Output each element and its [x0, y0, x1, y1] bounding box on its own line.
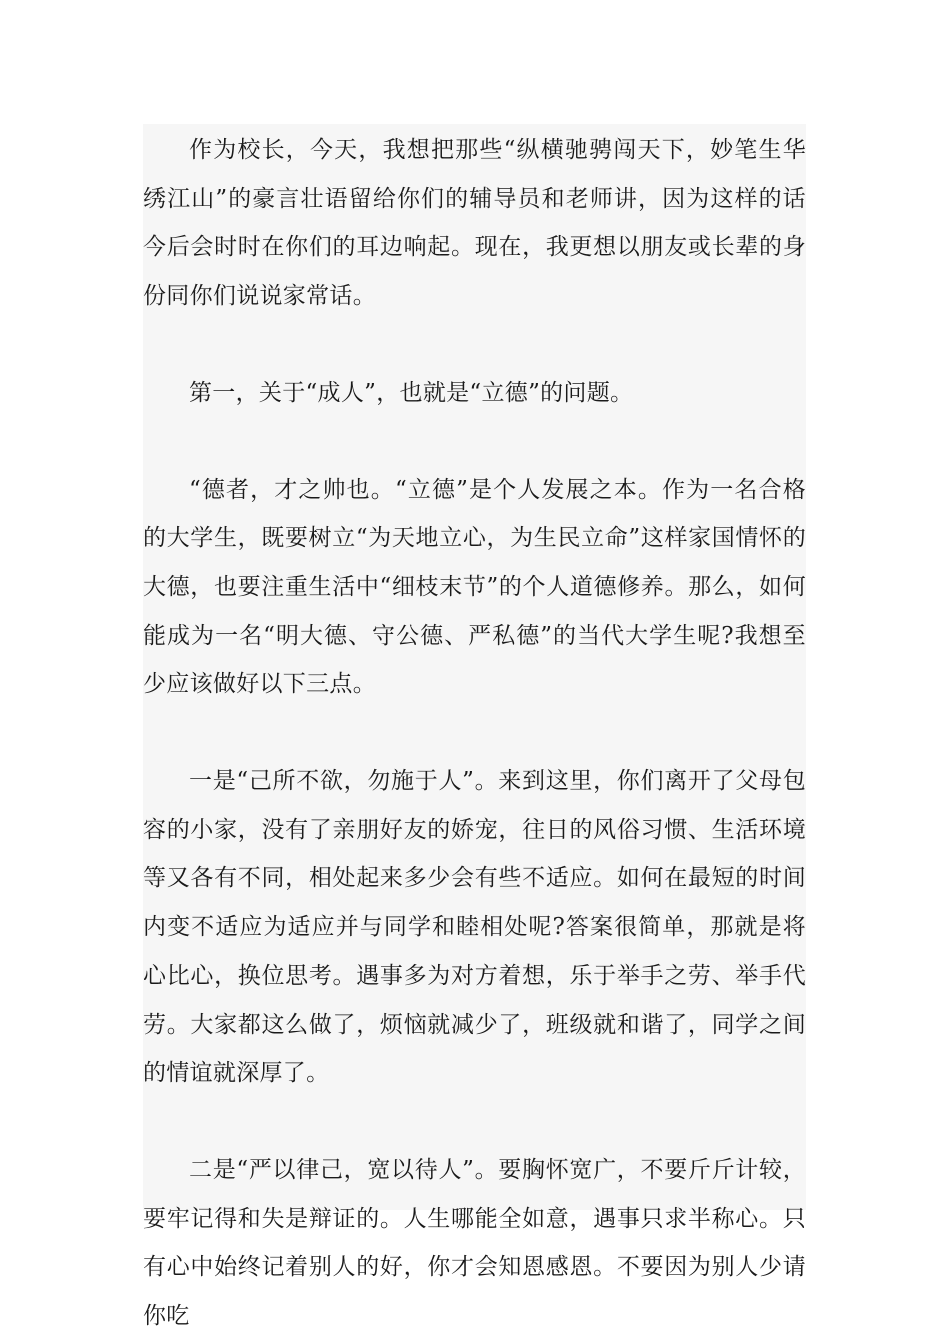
document-body: [143, 124, 806, 1330]
paragraph-gap: [143, 1098, 806, 1146]
paragraph-point-one: 一是“己所不欲，勿施于人”。来到这里，你们离开了父母包容的小家，没有了亲朋好友的娇宠，往日的风俗习惯、生活环境等又各有不同，相处起来多少会有些不适应。如何在最短的时间内变不适应为适应并与同学和睦相处呢?答案很简单，那就是将心比心，换位思考。遇事多为对方着想，乐于举手之劳、举手代劳。大家都这么做了，烦恼就减少了，班级就和谐了，同学之间的情谊就深厚了。: [143, 768, 806, 1087]
paragraph-intro: 作为校长，今天，我想把那些“纵横驰骋闯天下，妙笔生华绣江山”的豪言壮语留给你们的辅导员和老师讲，因为这样的话今后会时时在你们的耳边响起。现在，我更想以朋友或长辈的身份同你们说说家常话。: [143, 137, 806, 310]
paragraph-point-two: 二是“严以律己，宽以待人”。要胸怀宽广，不要斤斤计较，要牢记得和失是辩证的。人生哪能全如意，遇事只求半称心。只有心中始终记着别人的好，你才会知恩感恩。不要因为别人少请你吃: [143, 1156, 806, 1330]
paragraph-gap: [143, 321, 806, 369]
paragraph-gap: [143, 418, 806, 466]
paragraph-virtue: “德者，才之帅也。“立德”是个人发展之本。作为一名合格的大学生，既要树立“为天地立心，为生民立命”这样家国情怀的大德，也要注重生活中“细枝末节”的个人道德修养。那么，如何能成为一名“明大德、守公德、严私德”的当代大学生呢?我想至少应该做好以下三点。: [143, 476, 806, 698]
paragraph-section-heading: 第一，关于“成人”，也就是“立德”的问题。: [189, 379, 634, 406]
paragraph-gap: [143, 709, 806, 757]
